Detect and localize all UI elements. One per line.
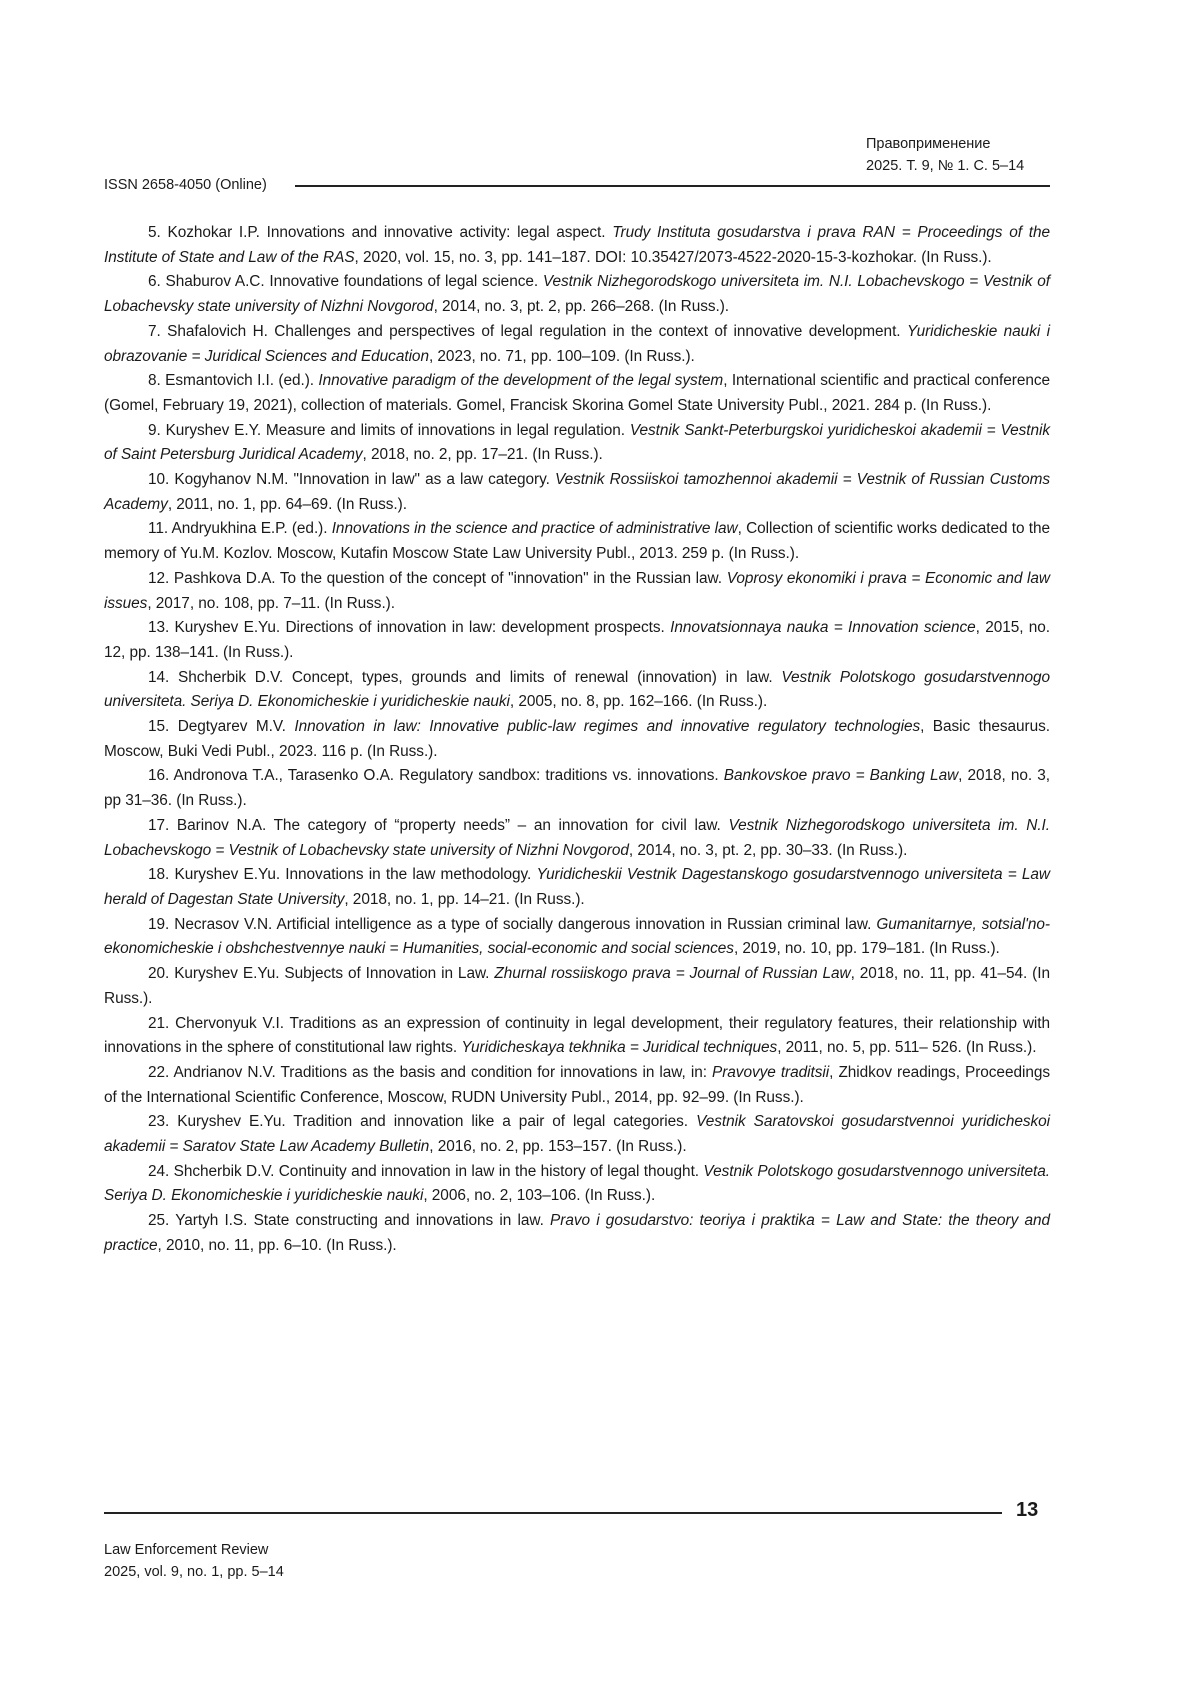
reference-source: Vestnik Sankt-Peterburgskoi yuridicheskoi akademii = Vestnik of Saint Petersburg Juridical Academy bbox=[104, 422, 1050, 464]
reference-item bbox=[104, 369, 1050, 418]
reference-details: , 2016, no. 2, pp. 153–157. (In Russ.). bbox=[429, 1138, 686, 1155]
reference-source: Yuridicheskie nauki i obrazovanie = Juridical Sciences and Education bbox=[104, 323, 1050, 365]
reference-details: , Zhidkov readings, Proceedings of the International Scientific Conference, Moscow, RUDN University Publ., 2014, pp. 92–99. (In Russ.). bbox=[104, 1064, 1050, 1106]
reference-item bbox=[104, 962, 1050, 1011]
reference-title: 7. Shafalovich H. Challenges and perspectives of legal regulation in the context of innovative development. bbox=[148, 323, 907, 340]
footer-rule bbox=[104, 1512, 1002, 1514]
reference-item bbox=[104, 814, 1050, 863]
reference-source: Pravo i gosudarstvo: teoriya i praktika = Law and State: the theory and practice bbox=[104, 1212, 1050, 1254]
reference-details: , 2023, no. 71, pp. 100–109. (In Russ.). bbox=[429, 348, 695, 365]
reference-details: , Basic thesaurus. Moscow, Buki Vedi Publ., 2023. 116 p. (In Russ.). bbox=[104, 718, 1050, 760]
reference-title: 15. Degtyarev M.V. bbox=[148, 718, 294, 735]
reference-item bbox=[104, 1012, 1050, 1061]
reference-item bbox=[104, 913, 1050, 962]
journal-title-en: Law Enforcement Review bbox=[104, 1539, 284, 1561]
reference-title: 5. Kozhokar I.P. Innovations and innovative activity: legal aspect. bbox=[148, 224, 612, 241]
reference-details: , 2005, no. 8, pp. 162–166. (In Russ.). bbox=[510, 693, 767, 710]
reference-details: , 2006, no. 2, 103–106. (In Russ.). bbox=[423, 1187, 655, 1204]
reference-source: Vestnik Nizhegorodskogo universiteta im. N.I. Lobachevskogo = Vestnik of Lobachevsky state university of Nizhni Novgorod bbox=[104, 273, 1050, 315]
reference-source: Innovation in law: Innovative public-law regimes and innovative regulatory technologies bbox=[294, 718, 920, 735]
reference-details: , 2014, no. 3, pt. 2, pp. 266–268. (In Russ.). bbox=[434, 298, 729, 315]
reference-item bbox=[104, 221, 1050, 270]
reference-title: 18. Kuryshev E.Yu. Innovations in the law methodology. bbox=[148, 866, 536, 883]
reference-title: 10. Kogyhanov N.M. "Innovation in law" as a law category. bbox=[148, 471, 555, 488]
reference-title: 23. Kuryshev E.Yu. Tradition and innovation like a pair of legal categories. bbox=[148, 1113, 696, 1130]
header-rule bbox=[295, 185, 1050, 187]
reference-title: 12. Pashkova D.A. To the question of the concept of "innovation" in the Russian law. bbox=[148, 570, 727, 587]
issue-info-ru: 2025. Т. 9, № 1. С. 5–14 bbox=[866, 155, 1024, 177]
reference-source: Yuridicheskaya tekhnika = Juridical techniques bbox=[461, 1039, 777, 1056]
reference-title: 16. Andronova T.A., Tarasenko O.A. Regulatory sandbox: traditions vs. innovations. bbox=[148, 767, 724, 784]
running-header-right bbox=[866, 133, 1024, 177]
reference-source: Innovative paradigm of the development of the legal system bbox=[318, 372, 723, 389]
reference-source: Innovatsionnaya nauka = Innovation science bbox=[670, 619, 976, 636]
reference-item bbox=[104, 715, 1050, 764]
reference-details: , Collection of scientific works dedicated to the memory of Yu.M. Kozlov. Moscow, Kutafin Moscow State Law University Publ., 2013. 259 p. (In Russ.). bbox=[104, 520, 1050, 562]
reference-item bbox=[104, 468, 1050, 517]
reference-source: Voprosy ekonomiki i prava = Economic and law issues bbox=[104, 570, 1050, 612]
reference-source: Yuridicheskii Vestnik Dagestanskogo gosudarstvennogo universiteta = Law herald of Dagestan State University bbox=[104, 866, 1050, 908]
reference-source: Innovations in the science and practice of administrative law bbox=[332, 520, 738, 537]
reference-item bbox=[104, 666, 1050, 715]
issue-info-en: 2025, vol. 9, no. 1, pp. 5–14 bbox=[104, 1561, 284, 1583]
reference-item bbox=[104, 1110, 1050, 1159]
reference-title: 8. Esmantovich I.I. (ed.). bbox=[148, 372, 318, 389]
reference-source: Zhurnal rossiiskogo prava = Journal of Russian Law bbox=[494, 965, 850, 982]
reference-item bbox=[104, 1061, 1050, 1110]
issn-label: ISSN 2658-4050 (Online) bbox=[104, 177, 267, 193]
reference-item bbox=[104, 1209, 1050, 1258]
reference-title: 17. Barinov N.A. The category of “property needs” – an innovation for civil law. bbox=[148, 817, 728, 834]
reference-source: Bankovskoe pravo = Banking Law bbox=[724, 767, 958, 784]
reference-title: 22. Andrianov N.V. Traditions as the basis and condition for innovations in law, in: bbox=[148, 1064, 712, 1081]
reference-source: Vestnik Rossiiskoi tamozhennoi akademii = Vestnik of Russian Customs Academy bbox=[104, 471, 1050, 513]
reference-source: Gumanitarnye, sotsial'no-ekonomicheskie i obshchestvennye nauki = Humanities, social-economic and social sciences bbox=[104, 916, 1050, 958]
reference-details: , 2010, no. 11, pp. 6–10. (In Russ.). bbox=[158, 1237, 397, 1254]
reference-title: 11. Andryukhina E.P. (ed.). bbox=[148, 520, 332, 537]
reference-title: 20. Kuryshev E.Yu. Subjects of Innovation in Law. bbox=[148, 965, 494, 982]
reference-details: , 2018, no. 1, pp. 14–21. (In Russ.). bbox=[344, 891, 584, 908]
reference-item bbox=[104, 863, 1050, 912]
running-footer bbox=[104, 1539, 284, 1583]
reference-list bbox=[104, 221, 1050, 1259]
reference-item bbox=[104, 764, 1050, 813]
reference-details: , 2020, vol. 15, no. 3, pp. 141–187. DOI: 10.35427/2073-4522-2020-15-3-kozhokar. (In Russ.). bbox=[355, 249, 992, 266]
reference-item bbox=[104, 419, 1050, 468]
reference-title: 14. Shcherbik D.V. Concept, types, grounds and limits of renewal (innovation) in law. bbox=[148, 669, 781, 686]
reference-source: Pravovye traditsii bbox=[712, 1064, 829, 1081]
reference-title: 21. Chervonyuk V.I. Traditions as an expression of continuity in legal development, their regulatory features, their relationship with innovations in the sphere of constitutional law rights. bbox=[104, 1015, 1050, 1057]
reference-title: 6. Shaburov A.C. Innovative foundations of legal science. bbox=[148, 273, 543, 290]
reference-item bbox=[104, 320, 1050, 369]
reference-title: 13. Kuryshev E.Yu. Directions of innovation in law: development prospects. bbox=[148, 619, 670, 636]
reference-details: , 2017, no. 108, pp. 7–11. (In Russ.). bbox=[147, 595, 395, 612]
reference-item bbox=[104, 567, 1050, 616]
reference-title: 9. Kuryshev E.Y. Measure and limits of innovations in legal regulation. bbox=[148, 422, 630, 439]
reference-details: , 2014, no. 3, pt. 2, pp. 30–33. (In Russ.). bbox=[629, 842, 907, 859]
reference-item bbox=[104, 616, 1050, 665]
reference-source: Vestnik Polotskogo gosudarstvennogo universiteta. Seriya D. Ekonomicheskie i yuridicheskie nauki bbox=[104, 669, 1050, 711]
reference-item bbox=[104, 517, 1050, 566]
reference-title: 25. Yartyh I.S. State constructing and innovations in law. bbox=[148, 1212, 550, 1229]
reference-details: , 2018, no. 11, pp. 41–54. (In Russ.). bbox=[104, 965, 1050, 1007]
reference-details: , International scientific and practical conference (Gomel, February 19, 2021), collection of materials. Gomel, Francisk Skorina Gomel State University Publ., 2021. 284 p. (In Russ.). bbox=[104, 372, 1050, 414]
reference-source: Vestnik Saratovskoi gosudarstvennoi yuridicheskoi akademii = Saratov State Law Academy Bulletin bbox=[104, 1113, 1050, 1155]
reference-title: 24. Shcherbik D.V. Continuity and innovation in law in the history of legal thought. bbox=[148, 1163, 703, 1180]
reference-source: Vestnik Nizhegorodskogo universiteta im. N.I. Lobachevskogo = Vestnik of Lobachevsky state university of Nizhni Novgorod bbox=[104, 817, 1050, 859]
reference-details: , 2011, no. 5, pp. 511– 526. (In Russ.). bbox=[777, 1039, 1036, 1056]
reference-item bbox=[104, 1160, 1050, 1209]
reference-item bbox=[104, 270, 1050, 319]
reference-details: , 2015, no. 12, pp. 138–141. (In Russ.). bbox=[104, 619, 1050, 661]
reference-details: , 2019, no. 10, pp. 179–181. (In Russ.). bbox=[734, 940, 1000, 957]
reference-title: 19. Necrasov V.N. Artificial intelligence as a type of socially dangerous innovation in Russian criminal law. bbox=[148, 916, 876, 933]
reference-details: , 2018, no. 2, pp. 17–21. (In Russ.). bbox=[363, 446, 603, 463]
reference-source: Trudy Instituta gosudarstva i prava RAN = Proceedings of the Institute of State and Law of the RAS bbox=[104, 224, 1050, 266]
reference-details: , 2018, no. 3, pp 31–36. (In Russ.). bbox=[104, 767, 1050, 809]
journal-title-ru: Правоприменение bbox=[866, 133, 1024, 155]
reference-details: , 2011, no. 1, pp. 64–69. (In Russ.). bbox=[168, 496, 407, 513]
reference-source: Vestnik Polotskogo gosudarstvennogo universiteta. Seriya D. Ekonomicheskie i yuridicheskie nauki bbox=[104, 1163, 1050, 1205]
page-number: 13 bbox=[1016, 1499, 1038, 1522]
